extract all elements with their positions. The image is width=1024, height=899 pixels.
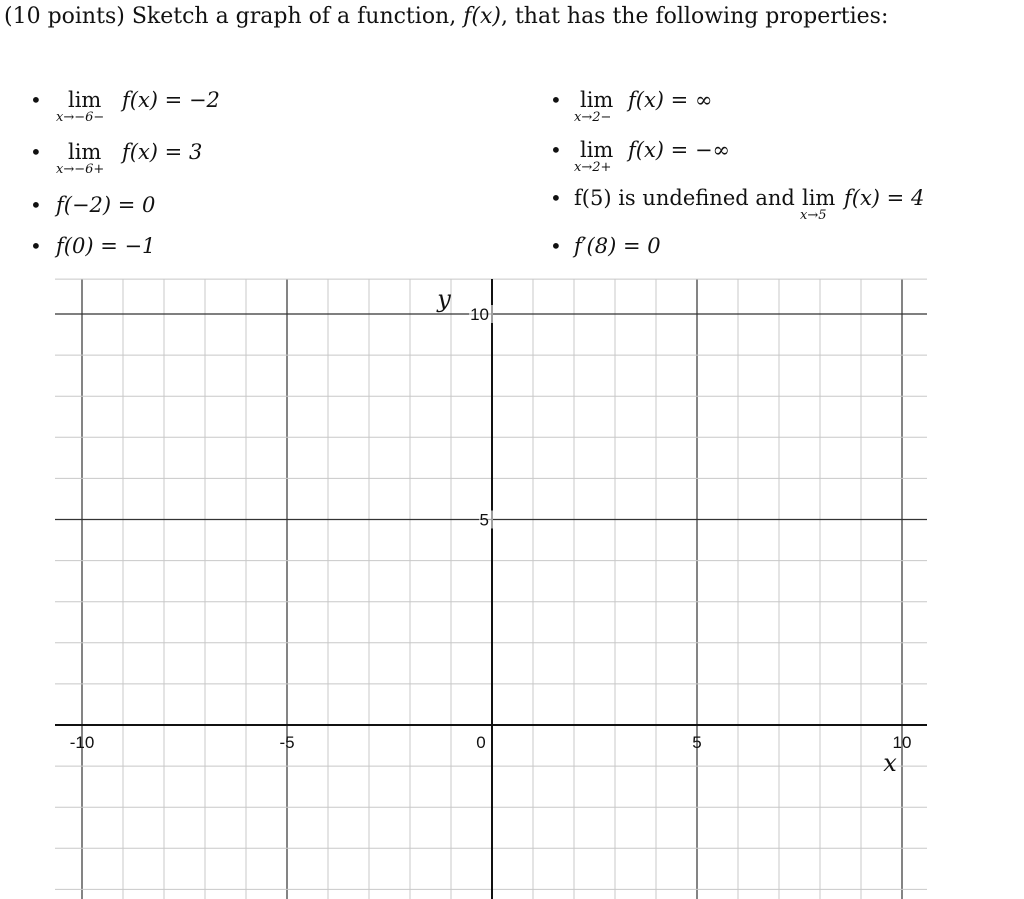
limit-expression: f(x) = ∞ xyxy=(628,88,713,112)
y-tick-label: 10 xyxy=(470,305,489,324)
bullet-icon: • xyxy=(30,140,42,164)
limit-expression: f(x) = 3 xyxy=(122,140,203,164)
bullet-icon: • xyxy=(30,88,42,112)
property-text: f(5) is undefined and xyxy=(574,186,795,210)
points-label: (10 points) xyxy=(4,4,125,29)
limit-subscript: x→−6− xyxy=(56,110,105,125)
limit-expression: f(x) = 4 xyxy=(844,186,925,210)
limit-operator: lim x→−6+ xyxy=(56,140,105,177)
problem-text-end: , that has the following properties: xyxy=(500,4,889,29)
problem-text: Sketch a graph of a function, xyxy=(131,4,457,29)
bullet-icon: • xyxy=(550,138,562,162)
x-tick-label: 0 xyxy=(476,733,486,752)
function-symbol: f(x) xyxy=(463,4,501,29)
x-tick-label: 5 xyxy=(692,733,702,752)
limit-subscript: x→5 xyxy=(800,208,827,223)
bullet-icon: • xyxy=(550,234,562,258)
limit-operator: lim x→5 xyxy=(800,186,836,223)
x-tick-label: 10 xyxy=(892,733,912,752)
derivative-value: f′(8) = 0 xyxy=(574,234,661,258)
x-tick-label: -5 xyxy=(279,733,295,752)
limit-expression: f(x) = −2 xyxy=(122,88,220,112)
limit-subscript: x→−6+ xyxy=(56,162,105,177)
y-tick-label: 5 xyxy=(479,510,489,530)
bullet-icon: • xyxy=(30,193,42,217)
function-value: f(−2) = 0 xyxy=(56,193,156,217)
bullet-icon: • xyxy=(30,234,42,258)
x-axis-name: x xyxy=(883,749,897,777)
y-axis-name: y xyxy=(437,285,451,313)
limit-subscript: x→2− xyxy=(574,110,612,125)
bullet-icon: • xyxy=(550,186,562,210)
x-tick-label: -10 xyxy=(69,733,95,752)
limit-operator: lim x→2− xyxy=(574,88,614,125)
limit-expression: f(x) = −∞ xyxy=(628,138,731,162)
function-value: f(0) = −1 xyxy=(56,234,156,258)
limit-subscript: x→2+ xyxy=(574,160,612,175)
limit-operator: lim x→−6− xyxy=(56,88,105,125)
bullet-icon: • xyxy=(550,88,562,112)
limit-operator: lim x→2+ xyxy=(574,138,614,175)
